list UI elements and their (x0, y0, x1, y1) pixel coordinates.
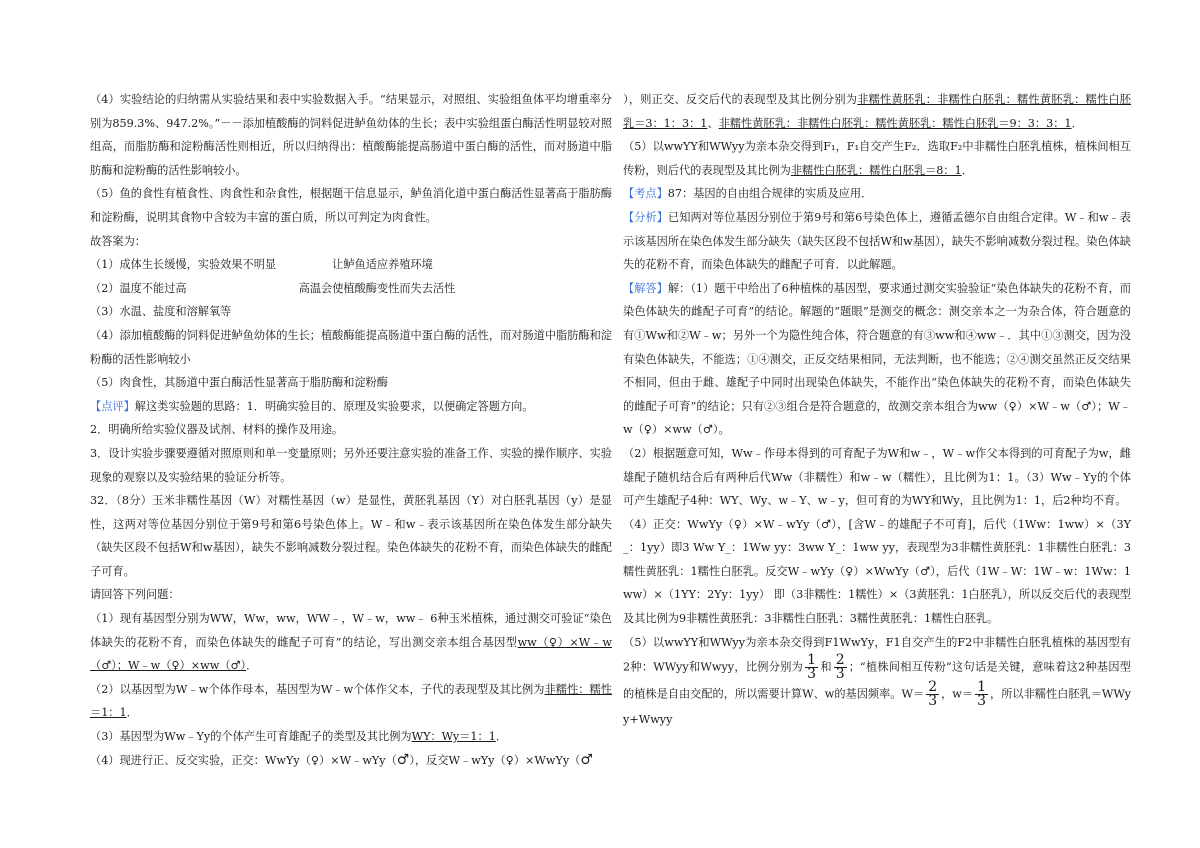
question-32-1: （1）现有基因型分别为WW，Ww，ww，WW﹣，W﹣w，ww﹣ 6种玉米植株，通过测交可验证“染色体缺失的花粉不育，而染色体缺失的雌配子可育”的结论，写出测交亲本组合基因型ww（♀）×W﹣w（♂）；W﹣w（♀）×ww（♂）． (90, 612, 612, 673)
numerator: 1 (807, 652, 817, 669)
question-1-answer: ww（♀）×W﹣w（♂）；W﹣w（♀）×ww（♂） (90, 635, 612, 673)
question-4-text: （4）现进行正、反交实验，正交：WwYy（♀）×W﹣wYy（ (90, 753, 397, 767)
fenxi-text: 已知两对等位基因分别位于第9号和第6号染色体上，遵循孟德尔自由组合定律。W﹣和w﹣表示该基因所在染色体发生部分缺失（缺失区段不包括W和w基因），缺失不影响减数分裂过程。染色体缺失的花粉不育，而染色体缺失的雌配子可育．以此解题。 (623, 210, 1131, 272)
kaodian-tag: 【考点】 (623, 187, 668, 201)
question-32-2: （2）以基因型为W﹣w个体作母本，基因型为W﹣w个体作父本，子代的表现型及其比例为非糯性：糯性＝1：1． (90, 682, 612, 720)
kaodian (623, 182, 1131, 206)
numerator: 1 (977, 679, 986, 696)
question-32-5: （5）以wwYY和WWyy为亲本杂交得到F₁，F₁自交产生F₂．选取F₂中非糯性白胚乳植株，植株间相互传粉，则后代的表现型及其比例为非糯性白胚乳：糯性白胚乳＝8：1． (623, 140, 1131, 177)
numerator: 2 (835, 652, 845, 669)
jieda-text-4d: ，所以非糯性白胚乳＝WWyy+Wwyy (623, 687, 1131, 727)
answer-heading: 故答案为： (90, 234, 146, 248)
fenxi (623, 206, 1131, 277)
jieda-3: （4）正交：WwYy（♀）×W﹣wYy（♂），[含W﹣的雄配子不可育]，后代（1Ww：1ww）×（3Y_：1yy）即3 Ww Y_：1Ww yy：3ww Y_：1ww yy，表现型为3非糯性黄胚乳：1非糯性白胚乳：3糯性黄胚乳：1糯性白胚乳。反交W﹣wYy（♀）×WwYy（♂），后代（1W﹣W：1W﹣w：1Ww：1ww）×（1YY：2Yy：1yy） 即（3非糯性：1糯性）×（3黄胚乳：1白胚乳），所以反交后代的表现型及其比例为9非糯性黄胚乳：3非糯性白胚乳：3糯性黄胚乳：1糯性白胚乳。 (623, 517, 1131, 626)
jieda-text-4b: ；“植株间相互传粉”这句话是关键，意味着这2种基因型的植株是自由交配的，所以需要计算W、w的基因频率。W＝ (623, 660, 1131, 701)
question-5-answer: 非糯性白胚乳：糯性白胚乳＝8：1 (790, 163, 962, 177)
question-32-prompt: 请回答下列问题： (90, 588, 180, 602)
question-32-stem: 32．（8分）玉米非糯性基因（W）对糯性基因（w）是显性，黄胚乳基因（Y）对白胚乳基因（y）是显性，这两对等位基因分别位于第9号和第6号染色体上。W﹣和w﹣表示该基因所在染色体发生部分缺失（缺失区段不包括W和w基因），缺失不影响减数分裂过程。染色体缺失的花粉不育，而染色体缺失的雌配子可育。 (90, 494, 612, 578)
male-symbol-icon: ♂ (396, 751, 410, 768)
answer-1 (90, 253, 612, 277)
jieda-tag: 【解答】 (623, 281, 668, 295)
review (90, 395, 612, 419)
denominator: 3 (807, 666, 817, 683)
question-1-text: （1）现有基因型分别为WW，Ww，ww，WW﹣，W﹣w，ww﹣ 6种玉米植株，通过测交可验证“染色体缺失的花粉不育，而染色体缺失的雌配子可育”的结论，写出测交亲本组合基因型 (90, 612, 612, 649)
numerator: 2 (928, 679, 938, 696)
answer-2a: （2）温度不能过高 (90, 281, 187, 295)
analysis-paragraph-4: （4）实验结论的归纳需从实验结果和表中实验数据入手。“结果显示，对照组、实验组鱼体平均增重率分别为859.3%、947.2%。”－－添加植酸酶的饲料促进鲈鱼幼体的生长；表中实验组蛋白酶活性明显较对照组高，而脂肪酶和淀粉酶活性则相近，所以归纳得出：植酸酶能提高肠道中蛋白酶的活性，而对肠道中脂肪酶和淀粉酶的活性影响较小。 (90, 93, 612, 177)
left-column (90, 88, 612, 772)
jieda-2: （2）根据题意可知，Ww﹣作母本得到的可育配子为W和w﹣，W﹣w作父本得到的可育配子为w，雌雄配子随机结合后有两种后代Ww（非糯性）和w﹣w（糯性），且比例为1：1。（3）Ww﹣Yy的个体可产生雄配子4种：WY、Wy、w﹣Y、w﹣y，但可育的为WY和Wy，且比例为1：1，后2种均不育。 (623, 446, 1131, 508)
answer-2 (90, 277, 612, 301)
fraction-W (926, 681, 939, 708)
answer-1b: 让鲈鱼适应养殖环境 (332, 258, 433, 272)
right-column (623, 88, 1131, 732)
question-32-4 (90, 749, 612, 773)
jieda-text-1: 解：（1）题干中给出了6种植株的基因型，要求通过测交实验验证“染色体缺失的花粉不育，而染色体缺失的雌配子可育”的结论。解题的“题眼”是测交的概念：测交亲本之一为杂合体，符合题意的有①Ww和②W﹣w；另外一个为隐性纯合体，符合题意的有③ww和④ww﹣．其中①③测交，因为没有染色体缺失，不能选；①④测交，正反交结果相同，无法判断，也不能选；②④测交虽然正反交结果不相同，但由于雌、雄配子中同时出现染色体缺失，不能作出“染色体缺失的花粉不育，而染色体缺失的雌配子可育”的结论；只有②③组合是符合题意的，故测交亲本组合为ww（♀）×W﹣w（♂）；W﹣w（♀）×ww（♂）。 (623, 281, 1131, 437)
question-2-text: （2）以基因型为W﹣w个体作母本，基因型为W﹣w个体作父本，子代的表现型及其比例为 (90, 682, 545, 696)
question-5-text: （5）以wwYY和WWyy为亲本杂交得到F₁，F₁自交产生F₂．选取F₂中非糯性白胚乳植株，植株间相互传粉，则后代的表现型及其比例为 (623, 140, 1131, 177)
answer-1a: （1）成体生长缓慢，实验效果不明显 (90, 258, 277, 272)
male-symbol-icon: ♂ (580, 751, 593, 768)
review-2: 2．明确所给实验仪器及试剂、材料的操作及用途。 (90, 423, 344, 437)
kaodian-text: 87：基因的自由组合规律的实质及应用． (667, 187, 873, 201)
answer-2b: 高温会使植酸酶变性而失去活性 (298, 281, 456, 295)
review-3: 3．设计实验步骤要遵循对照原则和单一变量原则；另外还要注意实验的准备工作、实验的操作顺序、实验现象的观察以及实验结果的验证分析等。 (90, 446, 612, 484)
review-text: 解这类实验题的思路：1．明确实验目的、原理及实验要求，以便确定答题方向。 (134, 399, 534, 413)
question-32-3: （3）基因型为Ww﹣Yy的个体产生可育雄配子的类型及其比例为WY：Wy＝1：1． (90, 730, 508, 744)
answer-5: （5）肉食性，其肠道中蛋白酶活性显著高于脂肪酶和淀粉酶 (90, 376, 388, 390)
question-3-answer: WY：Wy＝1：1 (411, 730, 496, 744)
question-2-answer: 非糯性：糯性＝1：1 (90, 682, 612, 720)
question-4-answer-2: 非糯性黄胚乳：非糯性白胚乳：糯性黄胚乳：糯性白胚乳＝9：3：3：1 (718, 116, 1072, 130)
fenxi-tag: 【分析】 (623, 210, 668, 224)
jieda-4 (623, 631, 1131, 732)
and-text: 和 (820, 660, 832, 674)
answer-3: （3）水温、盐度和溶解氧等 (90, 305, 232, 319)
question-4-cont-text: ），则正交、反交后代的表现型及其比例分别为 (623, 93, 858, 106)
denominator: 3 (977, 693, 986, 710)
analysis-paragraph-5: （5）鱼的食性有植食性、肉食性和杂食性，根据题干信息显示，鲈鱼消化道中蛋白酶活性显著高于脂肪酶和淀粉酶，说明其食物中含较为丰富的蛋白质，所以可判定为肉食性。 (90, 187, 612, 224)
fraction-w (975, 681, 988, 708)
denominator: 3 (928, 693, 938, 710)
question-3-text: （3）基因型为Ww﹣Yy的个体产生可育雄配子的类型及其比例为 (90, 730, 412, 744)
question-4-text-b: ），反交W﹣wYy（♀）×WwYy（ (409, 753, 581, 767)
question-4-answer-1: 非糯性黄胚乳：非糯性白胚乳：糯性黄胚乳：糯性白胚乳＝3：1：3：1 (623, 93, 1131, 130)
jieda-1 (623, 277, 1131, 442)
review-tag: 【点评】 (90, 399, 135, 413)
jieda-text-4: （5）以wwYY和WWyy为亲本杂交得到F1WwYy，F1自交产生的F2中非糯性白胚乳植株的基因型有2种：WWyy和Wwyy，比例分别为 (623, 635, 1131, 674)
fraction-one-third (805, 654, 818, 681)
fraction-two-thirds (834, 654, 847, 681)
answer-4: （4）添加植酸酶的饲料促进鲈鱼幼体的生长；植酸酶能提高肠道中蛋白酶的活性，而对肠道中脂肪酶和淀粉酶的活性影响较小 (90, 328, 612, 366)
jieda-text-4c: ，w＝ (941, 687, 974, 701)
question-4-cont: ），则正交、反交后代的表现型及其比例分别为非糯性黄胚乳：非糯性白胚乳：糯性黄胚乳：糯性白胚乳＝3：1：3：1、非糯性黄胚乳：非糯性白胚乳：糯性黄胚乳：糯性白胚乳＝9：3：3：1． (623, 93, 1131, 130)
denominator: 3 (835, 666, 845, 683)
